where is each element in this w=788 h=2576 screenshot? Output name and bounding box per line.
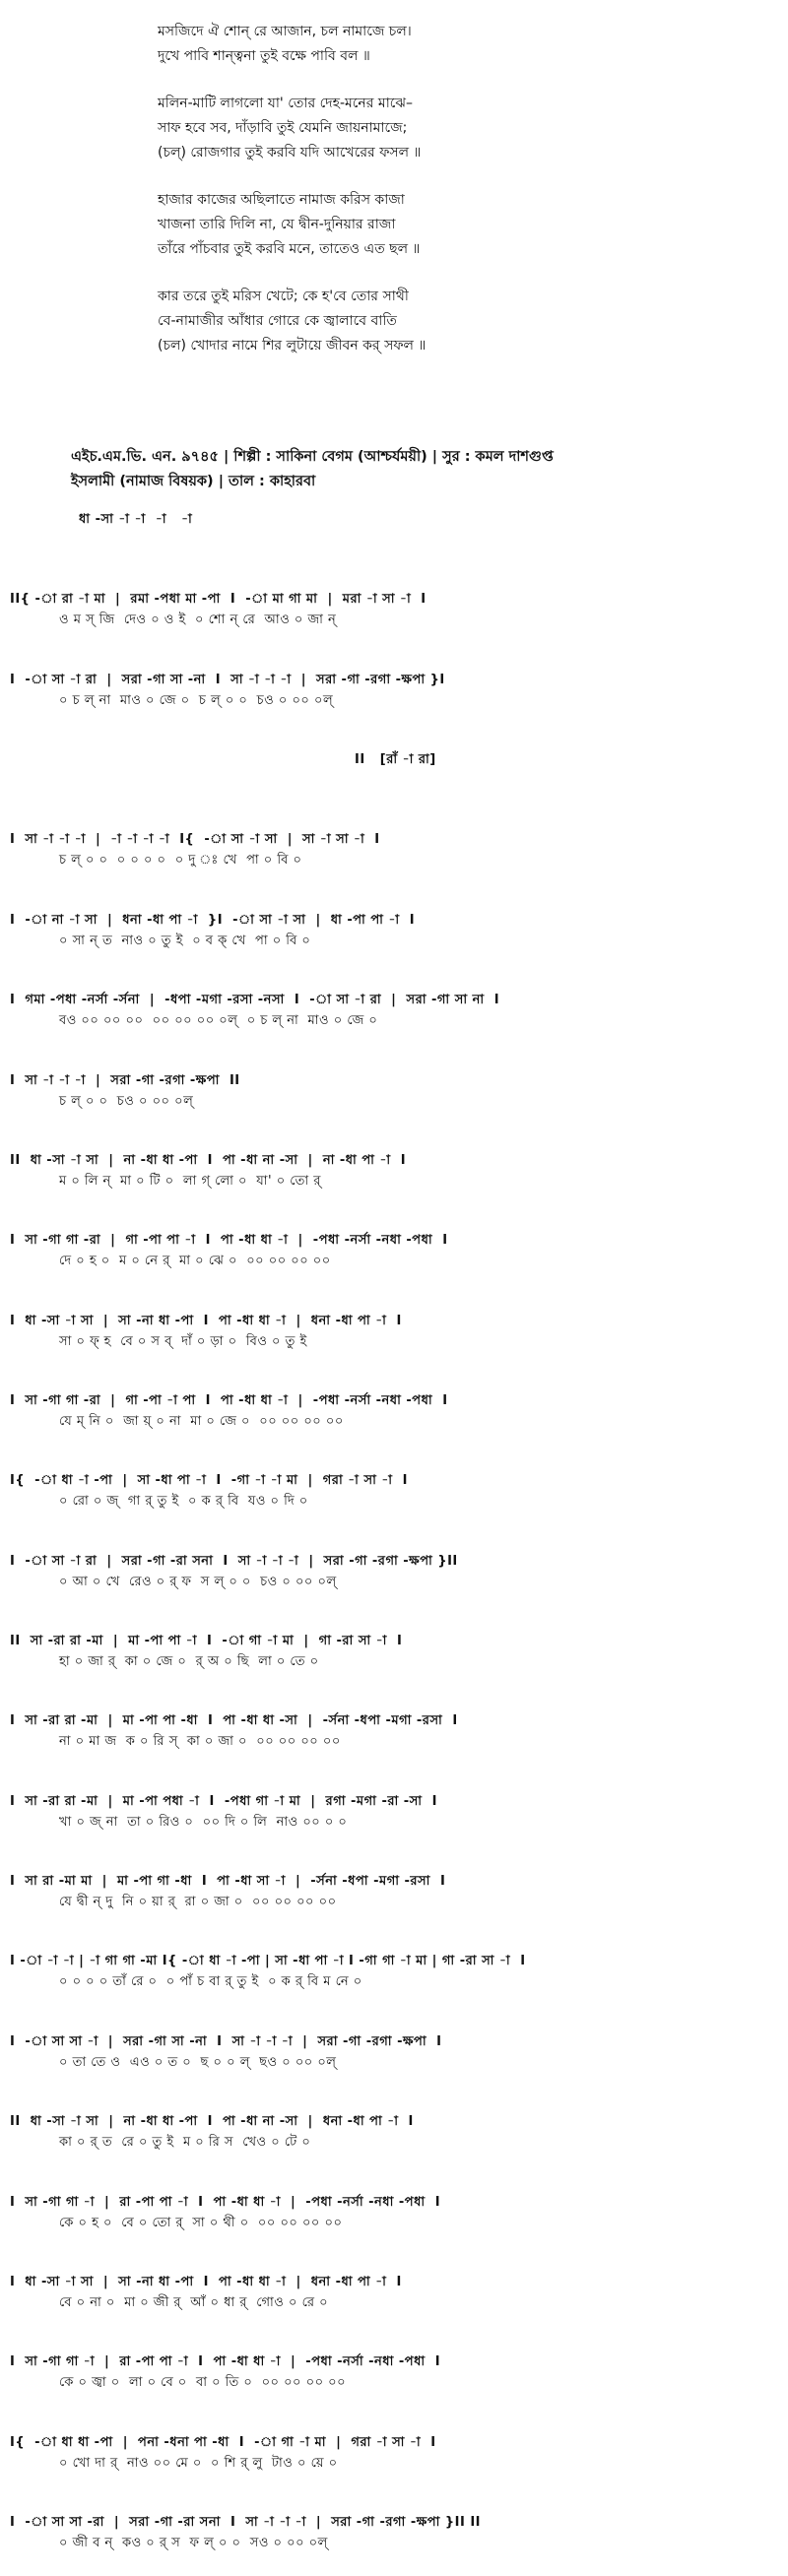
poem-line: কার তরে তুই মরিস খেটে; কে হ'বে তোর সাথী [158, 289, 409, 304]
notation-lyric-row: বে ০ না ০ মা ০ জী র্‌ আঁ ০ ধা র্‌ গোও ০ রে ০ [59, 2295, 329, 2310]
notation-lyric-row: কে ০ হ ০ বে ০ তো র্‌ সা ০ থী ০ ০০ ০০ ০০ ০০ [59, 2216, 343, 2230]
notation-lyric-row: ০ রো ০ জ্‌ গা র্‌ তু ই ০ ক র্‌ বি যও ০ দি ০ [59, 1494, 308, 1509]
notation-swara-row: II{ -া রা -া মা | রমা -পধা মা -পা I -া মা গা মা | মরা -া সা -া I [10, 592, 427, 607]
notation-lyric-row: ও ম স্‌ জি দেও ০ ও ই ০ শো ন্‌ রে আও ০ জা ন্‌ [59, 612, 337, 627]
notation-swara-row: II [রাঁ -া রা] [355, 752, 436, 767]
notation-lyric-row: ০ সা ন্‌ ত নাও ০ তু ই ০ ব ক্‌ খে পা ০ বি ০ [59, 934, 311, 948]
notation-swara-row: II ধা -সা -া সা | না -ধা ধা -পা I পা -ধা না -সা | না -ধা পা -া I [10, 1153, 407, 1168]
notation-lyric-row: ০ তা তে ও এও ০ ত ০ ছ ০ ০ ল্‌ ছও ০ ০০ ০ল্‌ [59, 2055, 337, 2070]
poem-line: দুখে পাবি শান্ত্বনা তুই বক্ষে পাবি বল ॥ [158, 48, 370, 64]
notation-swara-row: I সা -া -া -া | -া -া -া -া I{ -া সা -া সা | সা -া সা -া I [10, 832, 380, 847]
notation-swara-row: I সা -রা রা -মা | মা -পা পধা -া I -পধা গা -া মা | রগা -মগা -রা -সা I [10, 1794, 437, 1809]
notation-lyric-row: যে দ্বী ন্‌ দু নি ০ য়া র্‌ রা ০ জা ০ ০০ ০০ ০০ ০০ [59, 1895, 337, 1909]
notation-lyric-row: সা ০ ফ্‌ হ বে ০ স ব্‌ দাঁ ০ ড়া ০ বিও ০ তু ই [59, 1334, 307, 1349]
notation-swara-row: ধা -সা -া -া -া -া [79, 512, 193, 527]
poem-line: হাজার কাজের অছিলাতে নামাজ করিস কাজা [158, 192, 405, 208]
notation-swara-row: I সা -গা গা -া | রা -পা পা -া I পা -ধা ধা -া | -পধা -নর্সা -নধা -পধা I [10, 2195, 441, 2210]
notation-swara-row: I গমা -পধা -নর্সা -র্সনা | -ধপা -মগা -রসা -নসা I -া সা -া রা | সরা -গা সা না I [10, 993, 500, 1007]
notation-swara-row: I{ -া ধা -া -পা | সা -ধা পা -া I -গা -া -া মা | গরা -া সা -া I [10, 1473, 408, 1488]
notation-swara-row: II ধা -সা -া সা | না -ধা ধা -পা I পা -ধা না -সা | ধনা -ধা পা -া I [10, 2114, 414, 2129]
notation-lyric-row: খা ০ জ্‌ না তা ০ রিও ০ ০০ দি ০ লি নাও ০০ ০ ০ [59, 1815, 348, 1830]
poem-line: মলিন-মাটি লাগলো যা' তোর দেহ-মনের মাঝে– [158, 96, 413, 111]
notation-lyric-row: ০ খো দা র্‌ নাও ০০ মে ০ ০ শি র্‌ লু টাও ০ য়ে ০ [59, 2456, 338, 2471]
notation-swara-row: I -া সা সা -া | সরা -গা সা -না I সা -া -া -া | সরা -গা -রগা -ক্ষপা I [10, 2034, 442, 2049]
notation-lyric-row: না ০ মা জ ক ০ রি স্‌ কা ০ জা ০ ০০ ০০ ০০ ০০ [59, 1734, 341, 1749]
notation-swara-row: I সা -গা গা -রা | গা -পা -া পা I পা -ধা ধা -া | -পধা -নর্সা -নধা -পধা I [10, 1393, 448, 1408]
notation-swara-row: I -া সা সা -রা | সরা -গা -রা সনা I সা -া -া -া | সরা -গা -রগা -ক্ষপা }II II [10, 2515, 482, 2530]
notation-lyric-row: চ ল্‌ ০ ০ চও ০ ০০ ০ল্‌ [59, 1094, 194, 1109]
notation-swara-row: II সা -রা রা -মা | মা -পা পা -া I -া গা -া মা | গা -রা সা -া I [10, 1634, 403, 1648]
notation-lyric-row: কে ০ জ্বা ০ লা ০ বে ০ বা ০ তি ০ ০০ ০০ ০০ ০০ [59, 2375, 347, 2390]
notation-lyric-row: কা ০ র্‌ ত রে ০ তু ই ম ০ রি স খেও ০ টে ০ [59, 2135, 311, 2150]
notation-swara-row: I সা রা -মা মা | মা -পা গা -ধা I পা -ধা সা -া | -র্সনা -ধপা -মগা -রসা I [10, 1874, 446, 1889]
poem-line: (চল) খোদার নামে শির লুটায়ে জীবন কর্‌ সফল ॥ [158, 338, 427, 354]
notation-swara-row: I সা -গা গা -রা | গা -পা পা -া I পা -ধা ধা -া | -পধা -নর্সা -নধা -পধা I [10, 1233, 448, 1248]
notation-lyric-row: বও ০০ ০০ ০০ ০০ ০০ ০০ ০ল্‌ ০ চ ল্‌ না মাও ০ জে ০ [59, 1013, 378, 1028]
notation-lyric-row: হা ০ জা র্‌ কা ০ জে ০ র্‌ অ ০ ছি লা ০ তে ০ [59, 1654, 319, 1669]
notation-lyric-row: ০ ০ ০ ০ তাঁ রে ০ ০ পাঁ চ বা র্‌ তু ই ০ ক র্‌ বি ম নে ০ [59, 1974, 362, 1989]
notation-swara-row: I{ -া ধা ধা -পা | পনা -ধনা পা -ধা I -া গা -া মা | গরা -া সা -া I [10, 2435, 436, 2450]
notation-swara-row: I -া সা -া রা | সরা -গা -রা সনা I সা -া -া -া | সরা -গা -রগা -ক্ষপা }II [10, 1554, 458, 1569]
notation-swara-row: I -া -া -া | -া গা গা -মা I{ -া ধা -া -পা | সা -ধা পা -া I -গা গা -া মা | গা -রা সা -া I [10, 1954, 526, 1968]
poem-line: মসজিদে ঐ শোন্‌ রে আজান, চল নামাজে চল। [158, 24, 412, 39]
notation-swara-row: I -া সা -া রা | সরা -গা সা -না I সা -া -া -া | সরা -গা -রগা -ক্ষপা }I [10, 673, 445, 687]
genre-tala-line: ইসলামী (নামাজ বিষয়ক) | তাল : কাহারবা [71, 474, 316, 489]
notation-swara-row: I সা -রা রা -মা | মা -পা পা -ধা I পা -ধা ধা -সা | -র্সনা -ধপা -মগা -রসা I [10, 1713, 458, 1728]
poem-line: বে-নামাজীর আঁধার গোরে কে জ্বালাবে বাতি [158, 313, 397, 329]
notation-lyric-row: ম ০ লি ন্‌ মা ০ টি ০ লা গ্‌ লো ০ যা' ০ তো র্‌ [59, 1174, 321, 1189]
notation-lyric-row: ০ আ ০ খে রেও ০ র্‌ ফ স ল্‌ ০ ০ চও ০ ০০ ০ল্‌ [59, 1575, 337, 1589]
poem-line: তাঁরে পাঁচবার তুই করবি মনে, তাতেও এত ছল ॥ [158, 241, 421, 257]
notation-lyric-row: চ ল্‌ ০ ০ ০ ০ ০ ০ ০ দু ঃ খে পা ০ বি ০ [59, 853, 302, 868]
poem-line: সাফ হবে সব, দাঁড়াবি তুই যেমনি জায়নামাজে; [158, 120, 408, 136]
record-info-line: এইচ.এম.ভি. এন. ৯৭৪৫ | শিল্পী : সাকিনা বেগম (আশ্চর্যময়ী) | সুর : কমল দাশগুপ্ত [71, 449, 554, 465]
notation-lyric-row: ০ জী ব ন্‌ কও ০ র্‌ স ফ ল্‌ ০ ০ সও ০ ০০ ০ল্‌ [59, 2536, 328, 2550]
notation-lyric-row: যে ম্‌ নি ০ জা য়্‌ ০ না মা ০ জে ০ ০০ ০০ ০০ ০০ [59, 1414, 344, 1429]
notation-swara-row: I সা -গা গা -া | রা -পা পা -া I পা -ধা ধা -া | -পধা -নর্সা -নধা -পধা I [10, 2354, 441, 2369]
notation-swara-row: I ধা -সা -া সা | সা -না ধা -পা I পা -ধা ধা -া | ধনা -ধা পা -া I [10, 2275, 402, 2289]
notation-swara-row: I সা -া -া -া | সরা -গা -রগা -ক্ষপা II [10, 1073, 240, 1088]
notation-swara-row: I ধা -সা -া সা | সা -না ধা -পা I পা -ধা ধা -া | ধনা -ধা পা -া I [10, 1314, 402, 1328]
poem-line: (চল্‌) রোজগার তুই করবি যদি আখেরের ফসল ॥ [158, 145, 422, 161]
poem-line: খাজনা তারি দিলি না, যে দ্বীন-দুনিয়ার রাজা [158, 217, 396, 232]
notation-lyric-row: দে ০ হ ০ ম ০ নে র্‌ মা ০ ঝে ০ ০০ ০০ ০০ ০০ [59, 1254, 331, 1268]
notation-lyric-row: ০ চ ল্‌ না মাও ০ জে ০ চ ল্‌ ০ ০ চও ০ ০০ ০ল্‌ [59, 693, 334, 708]
notation-swara-row: I -া না -া সা | ধনা -ধা পা -া }I -া সা -া সা | ধা -পা পা -া I [10, 913, 416, 928]
